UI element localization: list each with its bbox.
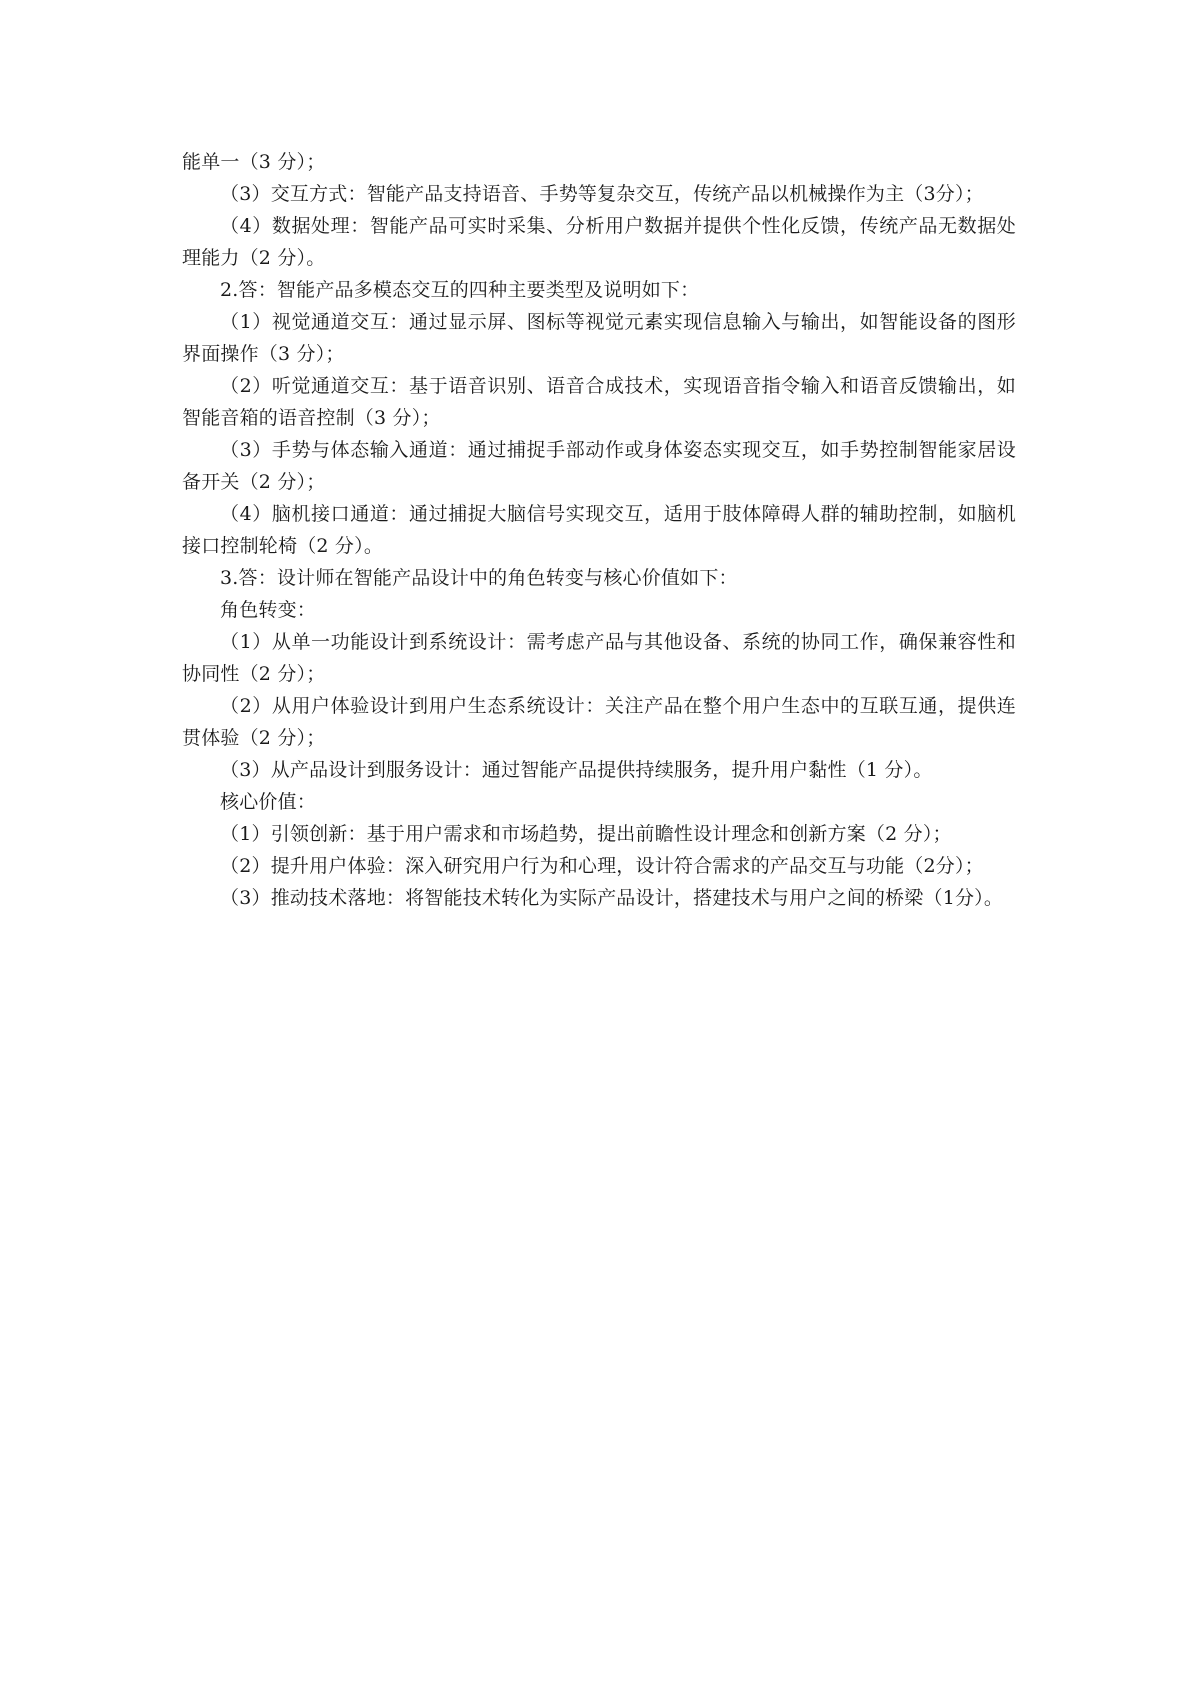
paragraph-continuation: 能单一（3 分）；: [182, 151, 326, 173]
paragraph-interaction-mode: （3）交互方式：智能产品支持语音、手势等复杂交互，传统产品以机械操作为主（3分）；: [220, 183, 984, 205]
paragraph-system-design: （1）从单一功能设计到系统设计：需考虑产品与其他设备、系统的协同工作，确保兼容性和协同性（2 分）；: [182, 631, 1016, 685]
answer-3-heading: 3.答：设计师在智能产品设计中的角色转变与核心价值如下：: [220, 567, 738, 589]
paragraph-auditory-channel: （2）听觉通道交互：基于语音识别、语音合成技术，实现语音指令输入和语音反馈输出，如智能音箱的语音控制（3 分）；: [182, 375, 1016, 429]
document-page: [182, 146, 1016, 914]
answer-2-heading: 2.答：智能产品多模态交互的四种主要类型及说明如下：: [220, 279, 700, 301]
paragraph-lead-innovation: （1）引领创新：基于用户需求和市场趋势，提出前瞻性设计理念和创新方案（2 分）；: [220, 823, 952, 845]
paragraph-gesture-channel: （3）手势与体态输入通道：通过捕捉手部动作或身体姿态实现交互，如手势控制智能家居设备开关（2 分）；: [182, 439, 1016, 493]
paragraph-visual-channel: （1）视觉通道交互：通过显示屏、图标等视觉元素实现信息输入与输出，如智能设备的图形界面操作（3 分）；: [182, 311, 1016, 365]
role-change-label: 角色转变：: [220, 599, 317, 621]
paragraph-ecosystem-design: （2）从用户体验设计到用户生态系统设计：关注产品在整个用户生态中的互联互通，提供连贯体验（2 分）；: [182, 695, 1016, 749]
paragraph-improve-ux: （2）提升用户体验：深入研究用户行为和心理，设计符合需求的产品交互与功能（2分）；: [220, 855, 984, 877]
core-value-label: 核心价值：: [220, 791, 317, 813]
paragraph-tech-landing: （3）推动技术落地：将智能技术转化为实际产品设计，搭建技术与用户之间的桥梁（1分）。: [220, 887, 1004, 909]
paragraph-data-processing: （4）数据处理：智能产品可实时采集、分析用户数据并提供个性化反馈，传统产品无数据处理能力（2 分）。: [182, 215, 1016, 269]
paragraph-service-design: （3）从产品设计到服务设计：通过智能产品提供持续服务，提升用户黏性（1 分）。: [220, 759, 933, 781]
paragraph-bci-channel: （4）脑机接口通道：通过捕捉大脑信号实现交互，适用于肢体障碍人群的辅助控制，如脑机接口控制轮椅（2 分）。: [182, 503, 1016, 557]
